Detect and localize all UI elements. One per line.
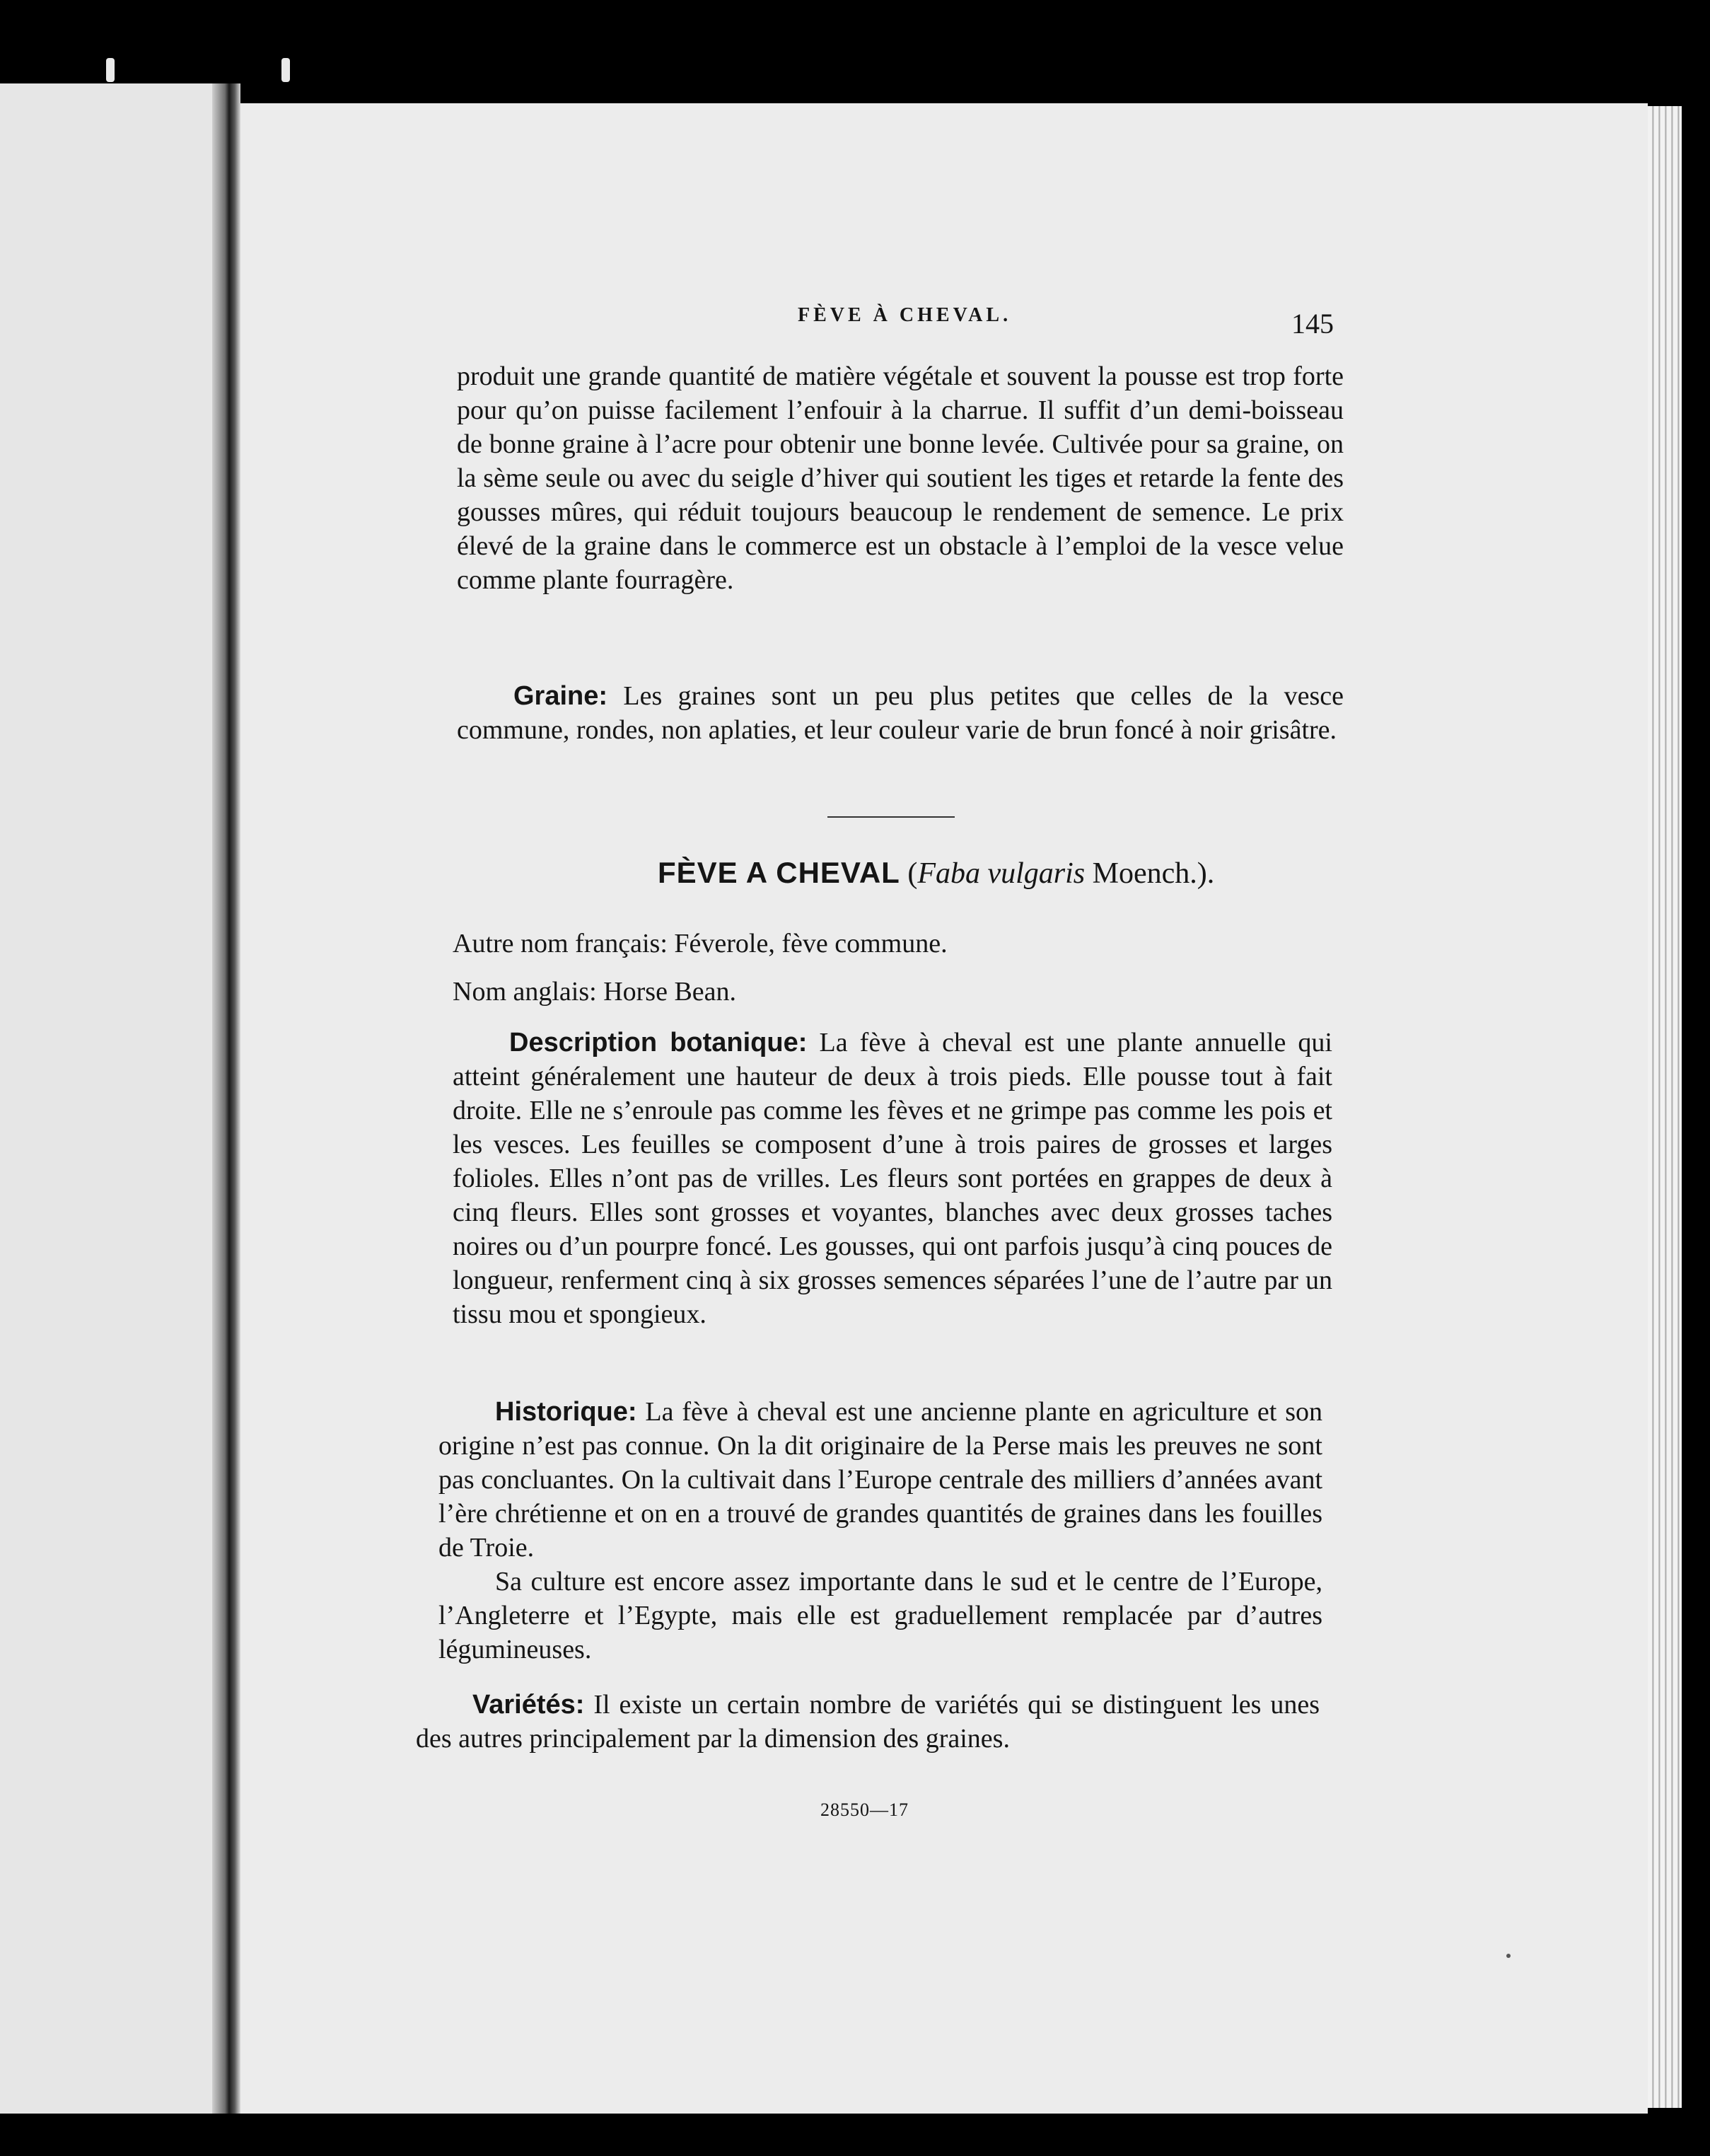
french-name-line: Autre nom français: Féverole, fève commune. (453, 929, 948, 958)
section-heading (658, 856, 1214, 891)
paren-open: ( (900, 857, 918, 890)
printer-code: 28550—17 (820, 1799, 909, 1820)
paragraph-varietes (416, 1688, 1320, 1756)
right-page-corner-mark (281, 58, 290, 82)
page-edges (1648, 106, 1682, 2108)
varietes-text: Il existe un certain nombre de variétés qui se distinguent les unes des autres principalement par la dimension des graines. (416, 1690, 1320, 1754)
left-page-corner-mark (106, 58, 115, 82)
graine-text: Les graines sont un peu plus petites que celles de la vesce commune, rondes, non aplaties, et leur couleur varie de brun foncé à noir grisâtre. (457, 681, 1344, 745)
book-spine (212, 83, 240, 2114)
english-name-line: Nom anglais: Horse Bean. (453, 977, 737, 1007)
left-page-margin (0, 83, 225, 2114)
paragraph-graine (457, 679, 1344, 747)
paragraph-description (453, 1026, 1332, 1331)
page-number: 145 (1291, 308, 1334, 340)
historique-text: La fève à cheval est une ancienne plante en agriculture et son origine n’est pas connue. On la dit originaire de la Perse mais les preuves ne sont pas concluantes. On la cultivait dans l’Europe centrale des milliers d’années avant l’ère chrétienne et on en a trouvé de grandes quantités de graines dans les fouilles de Troie. (438, 1397, 1322, 1563)
running-title: FÈVE À CHEVAL. (798, 304, 1012, 326)
varietes-label: Variétés: (472, 1690, 585, 1720)
section-separator (827, 816, 955, 818)
historique-text-2: Sa culture est encore assez importante dans le sud et le centre de l’Europe, l’Angleterre et l’Egypte, mais elle est graduellement remplacée par d’autres légumineuses. (438, 1567, 1322, 1664)
paragraph-text: produit une grande quantité de matière végétale et souvent la pousse est trop forte pour qu’on puisse facilement l’enfouir à la charrue. Il suffit d’un demi-boisseau de bonne graine à l’acre pour obtenir une bonne levée. Cultivée pour sa graine, on la sème seule ou avec du seigle d’hiver qui soutient les tiges et retarde la fente des gousses mûres, qui réduit toujours beaucoup le rendement de semence. Le prix élevé de la graine dans le commerce est un obstacle à l’emploi de la vesce velue comme plante fourragère. (457, 361, 1344, 595)
paragraph-historique (438, 1395, 1322, 1667)
graine-label: Graine: (513, 681, 608, 711)
latin-name: Faba vulgaris (917, 857, 1086, 890)
ink-speck (1506, 1954, 1511, 1958)
paragraph-continued (457, 359, 1344, 597)
description-text: La fève à cheval est une plante annuelle qui atteint généralement une hauteur de deux à trois pieds. Elle pousse tout à fait droite. Elle ne s’enroule pas comme les fèves et ne grimpe pas comme les pois et les vesces. Les feuilles se composent d’une à trois paires de grosses et larges folioles. Elles n’ont pas de vrilles. Les fleurs sont portées en grappes de deux à cinq fleurs. Elles sont grosses et voyantes, blanches avec deux grosses taches noires ou d’un pourpre foncé. Les gousses, qui ont parfois jusqu’à cinq pouces de longueur, renferment cinq à six grosses semences séparées l’une de l’autre par un tissu mou et spongieux. (453, 1028, 1332, 1329)
section-title: FÈVE A CHEVAL (658, 856, 900, 889)
author-name: Moench.). (1085, 857, 1215, 890)
description-label: Description botanique: (509, 1028, 808, 1057)
historique-label: Historique: (495, 1397, 637, 1427)
